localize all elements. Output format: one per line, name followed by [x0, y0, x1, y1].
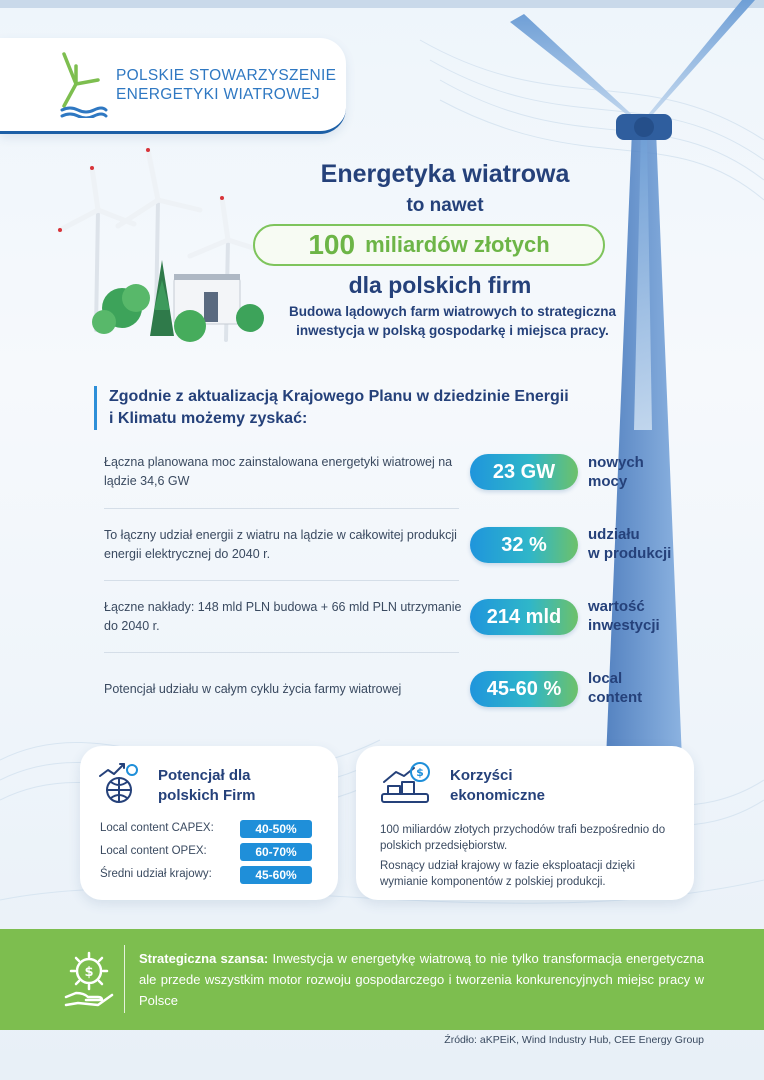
logo-text: [116, 66, 336, 104]
stat-description: Łączna planowana moc zainstalowana energetyki wiatrowej na lądzie 34,6 GW: [104, 455, 453, 488]
stat-label: [588, 453, 688, 491]
stat-value: 23 GW: [470, 454, 578, 490]
potential-row: [100, 820, 320, 838]
stat-label-line-1: udziału: [588, 526, 640, 543]
money-growth-icon: [378, 760, 432, 806]
svg-text:$: $: [84, 965, 94, 980]
potential-row-label: Local content OPEX:: [100, 845, 207, 857]
potential-row-value: 40-50%: [240, 820, 312, 838]
amount-number: 100: [308, 229, 356, 260]
stat-label-line-2: w produkcji: [588, 545, 672, 562]
stat-label-line-2: mocy: [588, 473, 628, 490]
potential-card: [80, 746, 338, 900]
potential-title-line-2: polskich Firm: [158, 787, 256, 804]
potential-row: [100, 843, 320, 861]
section-title: Zgodnie z aktualizacją Krajowego Planu w dziedzinie Energii i Klimatu możemy zyskać:: [94, 386, 574, 430]
economic-title-line-2: ekonomiczne: [450, 787, 546, 804]
potential-title-line-1: Potencjał dla: [158, 767, 251, 784]
growth-chart-icon: [96, 760, 142, 806]
stat-label: [588, 525, 688, 563]
stat-label-line-2: inwestycji: [588, 617, 660, 634]
banner-divider: [124, 945, 125, 1013]
stat-label-line-2: content: [588, 689, 643, 706]
economic-paragraph-1: 100 miliardów złotych przychodów trafi bezpośrednio do polskich przedsiębiorstw.: [380, 824, 666, 852]
headline-subtitle: Budowa lądowych farm wiatrowych to strategiczna inwestycja w polską gospodarkę i miejsca pracy.: [288, 304, 617, 338]
potential-row-label: Średni udział krajowy:: [100, 868, 212, 880]
stat-label: [588, 669, 688, 707]
economic-title-line-1: Korzyści: [450, 767, 513, 784]
banner-lead: Strategiczna szansa:: [139, 951, 269, 966]
headline-line-2: to nawet: [406, 195, 484, 216]
stat-description: To łączny udział energii z wiatru na lądzie w całkowitej produkcji energii elektrycznej do 2040 r.: [104, 528, 457, 561]
economic-card: [356, 746, 694, 900]
stat-label: [588, 597, 688, 635]
logo-line-2: ENERGETYKI WIATROWEJ: [116, 86, 320, 103]
stat-value: 45-60 %: [470, 671, 578, 707]
stat-label-line-1: nowych: [588, 454, 644, 471]
potential-row-value: 60-70%: [240, 843, 312, 861]
headline-line-1: Energetyka wiatrowa: [320, 160, 570, 188]
logo-card: [0, 38, 346, 134]
strategic-banner: [0, 929, 764, 1030]
svg-text:$: $: [416, 766, 424, 779]
economic-card-title: [450, 766, 545, 806]
stat-row: [104, 436, 684, 508]
amount-words: miliardów złotych: [365, 232, 550, 257]
potential-row-label: Local content CAPEX:: [100, 822, 214, 834]
turbine-logo-icon: [58, 48, 108, 118]
banner-text: [139, 948, 704, 1011]
headline: [290, 160, 600, 217]
amount-pill: [253, 224, 605, 266]
stat-description: Łączne nakłady: 148 mld PLN budowa + 66 mld PLN utrzymanie do 2040 r.: [104, 600, 462, 633]
stat-label-line-1: local: [588, 670, 623, 687]
stat-description: Potencjał udziału w całym cyklu życia farmy wiatrowej: [104, 681, 402, 696]
wind-farm-illustration: [40, 140, 280, 360]
banner-body: Inwestycja w energetykę wiatrową to nie tylko transformacja energetyczna ale przede wszystkim motor rozwoju gospodarczego i tworzenia konkurencyjnych miejsc pracy w Polsce: [139, 951, 705, 1008]
stat-row: [104, 509, 684, 581]
stat-label-line-1: wartość: [588, 598, 645, 615]
potential-row-value: 45-60%: [240, 866, 312, 884]
gear-hand-icon: [64, 949, 114, 1009]
stat-value: 32 %: [470, 527, 578, 563]
stat-value: 214 mld: [470, 599, 578, 635]
source-note: Źródło: aKPEiK, Wind Industry Hub, CEE Energy Group: [444, 1034, 704, 1046]
economic-paragraph-2: Rosnący udział krajowy w fazie eksploatacji dzięki wymianie komponentów z polskiej produkcji.: [380, 860, 636, 888]
stat-row: [104, 581, 684, 653]
stat-row: [104, 653, 684, 725]
headline-line-3: dla polskich firm: [348, 272, 532, 298]
potential-row: [100, 866, 320, 884]
potential-card-title: [158, 766, 256, 806]
logo-line-1: POLSKIE STOWARZYSZENIE: [116, 67, 337, 84]
